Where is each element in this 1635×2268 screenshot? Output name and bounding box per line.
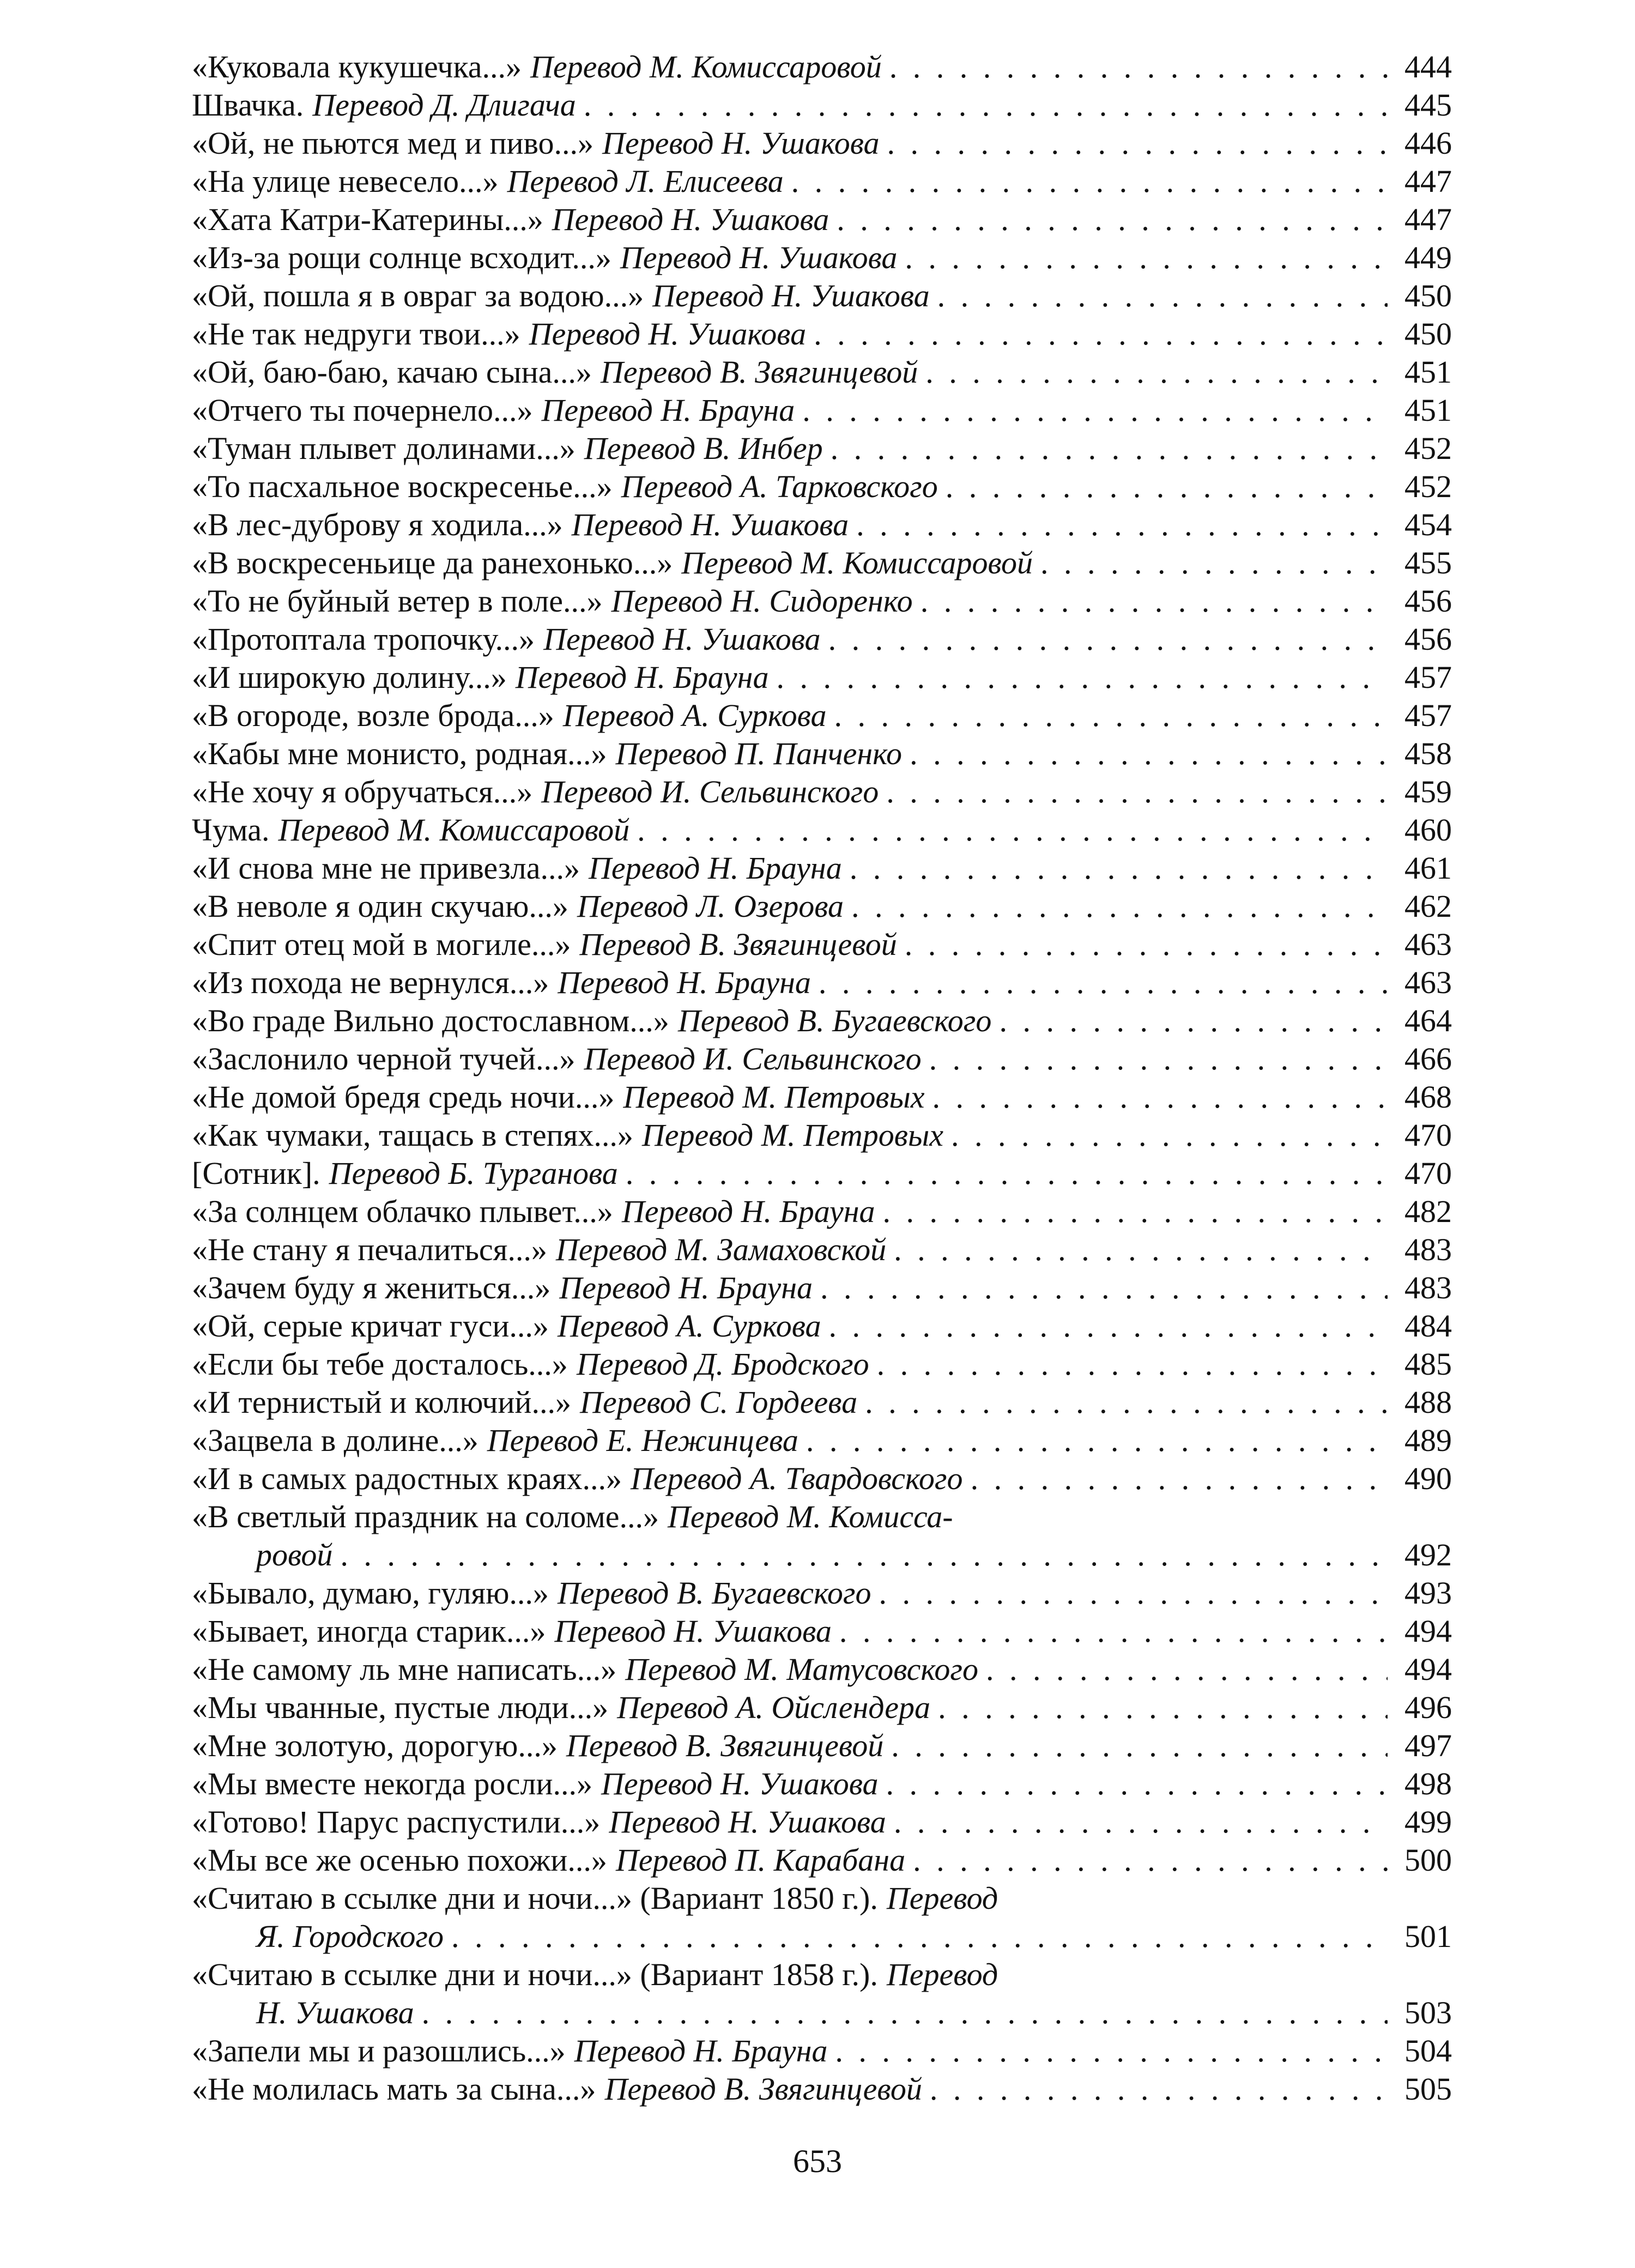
entry-translator: Перевод С. Гордеева	[579, 1384, 858, 1420]
entry-title: «Не самому ль мне написать...»	[192, 1652, 617, 1687]
entry-page: 456	[1404, 621, 1452, 657]
page-number: 653	[793, 2143, 842, 2179]
dot-leader	[937, 277, 1388, 315]
table-of-contents	[192, 48, 1452, 2108]
toc-entry	[192, 1574, 1452, 1612]
entry-title: «То не буйный ветер в поле...»	[192, 583, 603, 619]
entry-translator: Перевод М. Комиссаровой	[278, 812, 630, 848]
entry-title: «В светлый праздник на соломе...»	[192, 1499, 659, 1534]
toc-entry	[192, 239, 1452, 277]
toc-entry	[192, 697, 1452, 735]
dot-leader	[584, 86, 1388, 124]
dot-leader	[889, 48, 1388, 86]
entry-title: «Ой, не пьются мед и пиво...»	[192, 125, 594, 161]
toc-entry	[192, 1879, 1452, 1956]
dot-leader	[932, 1078, 1388, 1116]
entry-translator: Перевод Д. Длигача	[312, 87, 576, 123]
entry-page: 492	[1404, 1537, 1452, 1573]
entry-title: «И снова мне не привезла...»	[192, 850, 580, 886]
toc-entry	[192, 430, 1452, 468]
entry-translator: Перевод В. Звягинцевой	[566, 1728, 884, 1763]
dot-leader	[886, 773, 1388, 811]
entry-translator: Перевод Н. Ушакова	[571, 507, 849, 542]
dot-leader	[835, 2032, 1388, 2070]
entry-translator: Перевод М. Комиссаровой	[681, 545, 1033, 580]
entry-title: «Не хочу я обручаться...»	[192, 774, 533, 809]
dot-leader	[856, 506, 1388, 544]
dot-leader	[831, 430, 1388, 468]
entry-page: 449	[1404, 240, 1452, 275]
entry-title: «Не так недруги твои...»	[192, 316, 520, 352]
dot-leader	[637, 811, 1388, 849]
entry-page: 493	[1404, 1575, 1452, 1611]
entry-title: «Считаю в ссылке дни и ночи...» (Вариант 1850 г.).	[192, 1880, 878, 1916]
dot-leader	[814, 315, 1388, 353]
toc-entry	[192, 1078, 1452, 1116]
entry-title: «Бывает, иногда старик...»	[192, 1613, 546, 1649]
toc-entry	[192, 964, 1452, 1002]
toc-entry	[192, 124, 1452, 162]
entry-page: 483	[1404, 1270, 1452, 1305]
entry-translator: Перевод Н. Брауна	[621, 1194, 875, 1229]
entry-title: «Во граде Вильно достославном...»	[192, 1003, 669, 1038]
entry-translator: Перевод М. Комиссаровой	[530, 49, 882, 84]
toc-entry	[192, 1803, 1452, 1841]
entry-translator: Перевод Н. Ушакова	[602, 125, 880, 161]
toc-entry	[192, 1650, 1452, 1689]
entry-title: «И тернистый и колючий...»	[192, 1384, 571, 1420]
entry-title: «В воскресеньице да ранехонько...»	[192, 545, 673, 580]
toc-entry	[192, 926, 1452, 964]
entry-translator: Перевод В. Звягинцевой	[604, 2071, 922, 2107]
dot-leader	[865, 1383, 1388, 1422]
entry-translator: Перевод Н. Брауна	[559, 1270, 813, 1305]
dot-leader	[829, 1307, 1388, 1345]
dot-leader	[828, 620, 1388, 658]
entry-translator: Перевод Н. Сидоренко	[611, 583, 913, 619]
entry-page: 504	[1404, 2033, 1452, 2069]
toc-entry	[192, 1612, 1452, 1650]
entry-title: «В неволе я один скучаю...»	[192, 888, 568, 924]
entry-title: «Ой, пошла я в овраг за водою...»	[192, 278, 644, 313]
entry-page: 499	[1404, 1804, 1452, 1840]
entry-page: 457	[1404, 660, 1452, 695]
toc-entry	[192, 468, 1452, 506]
toc-entry	[192, 391, 1452, 430]
entry-translator: Перевод П. Панченко	[615, 736, 903, 771]
entry-translator-continued: Я. Городского	[256, 1919, 444, 1954]
entry-page: 496	[1404, 1690, 1452, 1725]
entry-page: 466	[1404, 1041, 1452, 1076]
entry-translator: Перевод М. Комисса-	[668, 1499, 953, 1534]
entry-title: «За солнцем облачко плывет...»	[192, 1194, 613, 1229]
entry-translator-continued: Н. Ушакова	[256, 1995, 414, 2030]
entry-translator: Перевод Н. Брауна	[541, 392, 795, 428]
toc-entry	[192, 1231, 1452, 1269]
toc-entry	[192, 658, 1452, 697]
entry-translator: Перевод В. Звягинцевой	[600, 354, 918, 390]
dot-leader	[877, 1345, 1388, 1383]
entry-translator: Перевод Н. Брауна	[515, 660, 769, 695]
toc-entry	[192, 1269, 1452, 1307]
dot-leader	[451, 1918, 1388, 1956]
entry-page: 450	[1404, 278, 1452, 313]
dot-leader	[883, 1193, 1388, 1231]
entry-page: 489	[1404, 1423, 1452, 1458]
entry-page: 494	[1404, 1652, 1452, 1687]
dot-leader	[819, 964, 1388, 1002]
toc-entry	[192, 1193, 1452, 1231]
entry-translator: Перевод Н. Ушакова	[652, 278, 930, 313]
entry-page: 451	[1404, 392, 1452, 428]
entry-translator: Перевод В. Звягинцевой	[579, 927, 897, 962]
entry-title: «Не стану я печалиться...»	[192, 1232, 547, 1267]
entry-page: 451	[1404, 354, 1452, 390]
entry-translator: Перевод А. Суркова	[562, 698, 827, 733]
dot-leader	[986, 1650, 1388, 1689]
toc-entry	[192, 1498, 1452, 1574]
dot-leader	[905, 239, 1388, 277]
dot-leader	[626, 1154, 1388, 1193]
toc-entry	[192, 1002, 1452, 1040]
entry-translator: Перевод В. Бугаевского	[557, 1575, 871, 1611]
entry-page: 462	[1404, 888, 1452, 924]
entry-page: 494	[1404, 1613, 1452, 1649]
dot-leader	[834, 697, 1388, 735]
entry-translator: Перевод Н. Ушакова	[620, 240, 898, 275]
entry-page: 497	[1404, 1728, 1452, 1763]
dot-leader	[910, 735, 1388, 773]
dot-leader	[921, 582, 1388, 620]
entry-title: «Из похода не вернулся...»	[192, 965, 549, 1000]
entry-translator: Перевод Н. Ушакова	[554, 1613, 832, 1649]
toc-entry	[192, 506, 1452, 544]
entry-translator: Перевод А. Тарковского	[621, 469, 938, 504]
entry-title: «Из-за рощи солнце всходит...»	[192, 240, 611, 275]
dot-leader	[887, 124, 1388, 162]
toc-entry	[192, 1383, 1452, 1422]
entry-translator: Перевод М. Матусовского	[625, 1652, 978, 1687]
entry-page: 485	[1404, 1346, 1452, 1382]
entry-title: «Ой, серые кричат гуси...»	[192, 1308, 549, 1344]
entry-page: 498	[1404, 1766, 1452, 1801]
dot-leader	[894, 1803, 1388, 1841]
entry-title: «Готово! Парус распустили...»	[192, 1804, 601, 1840]
toc-entry	[192, 773, 1452, 811]
entry-translator: Перевод М. Петровых	[623, 1079, 925, 1115]
toc-entry	[192, 1460, 1452, 1498]
entry-translator: Перевод Л. Озерова	[577, 888, 844, 924]
entry-translator: Перевод Н. Ушакова	[552, 202, 829, 237]
entry-translator: Перевод А. Ойслендера	[617, 1690, 931, 1725]
entry-translator: Перевод Б. Турганова	[329, 1156, 618, 1191]
dot-leader	[929, 1040, 1388, 1078]
dot-leader	[806, 1422, 1388, 1460]
entry-translator: Перевод Д. Бродского	[576, 1346, 869, 1382]
entry-page: 482	[1404, 1194, 1452, 1229]
toc-entry	[192, 353, 1452, 391]
dot-leader	[894, 1231, 1388, 1269]
entry-page: 456	[1404, 583, 1452, 619]
dot-leader	[925, 353, 1388, 391]
entry-translator-continued: ровой	[256, 1537, 333, 1573]
entry-page: 445	[1404, 87, 1452, 123]
toc-entry	[192, 86, 1452, 124]
entry-translator: Перевод А. Суркова	[557, 1308, 821, 1344]
dot-leader	[851, 887, 1388, 926]
entry-title: «Считаю в ссылке дни и ночи...» (Вариант 1858 г.).	[192, 1957, 878, 1992]
entry-translator: Перевод А. Твардовского	[631, 1461, 963, 1496]
entry-page: 444	[1404, 49, 1452, 84]
entry-translator: Перевод	[886, 1880, 998, 1916]
entry-page: 463	[1404, 927, 1452, 962]
entry-translator: Перевод Л. Елисеева	[507, 164, 784, 199]
entry-title: «Хата Катри-Катерины...»	[192, 202, 543, 237]
entry-translator: Перевод Н. Брауна	[574, 2033, 828, 2069]
entry-title: «В огороде, возле брода...»	[192, 698, 554, 733]
entry-title: Швачка.	[192, 87, 304, 123]
entry-page: 484	[1404, 1308, 1452, 1344]
entry-title: «Спит отец мой в могиле...»	[192, 927, 571, 962]
toc-entry	[192, 2070, 1452, 2108]
entry-title: «Заслонило черной тучей...»	[192, 1041, 576, 1076]
dot-leader	[340, 1536, 1388, 1574]
dot-leader	[913, 1841, 1388, 1879]
toc-entry	[192, 620, 1452, 658]
entry-page: 461	[1404, 850, 1452, 886]
toc-entry	[192, 1689, 1452, 1727]
entry-translator: Перевод И. Сельвинского	[541, 774, 879, 809]
entry-title: «Кабы мне монисто, родная...»	[192, 736, 607, 771]
entry-title: «Мы чванные, пустые люди...»	[192, 1690, 609, 1725]
entry-translator: Перевод Н. Брауна	[558, 965, 811, 1000]
toc-entry	[192, 1956, 1452, 2032]
dot-leader	[891, 1727, 1388, 1765]
toc-entry	[192, 1765, 1452, 1803]
dot-leader	[971, 1460, 1388, 1498]
entry-translator: Перевод	[886, 1957, 998, 1992]
entry-title: «Если бы тебе досталось...»	[192, 1346, 568, 1382]
dot-leader	[850, 849, 1388, 887]
entry-page: 468	[1404, 1079, 1452, 1115]
toc-entry	[192, 48, 1452, 86]
entry-page: 488	[1404, 1384, 1452, 1420]
toc-entry	[192, 887, 1452, 926]
toc-entry	[192, 849, 1452, 887]
entry-title: «На улице невесело...»	[192, 164, 499, 199]
entry-title: «Не молилась мать за сына...»	[192, 2071, 596, 2107]
toc-entry	[192, 811, 1452, 849]
toc-entry	[192, 1422, 1452, 1460]
entry-translator: Перевод Н. Брауна	[588, 850, 842, 886]
entry-title: «Не домой бредя средь ночи...»	[192, 1079, 615, 1115]
entry-translator: Перевод П. Карабана	[615, 1842, 906, 1878]
toc-entry	[192, 2032, 1452, 2070]
entry-page: 470	[1404, 1117, 1452, 1153]
entry-translator: Перевод В. Бугаевского	[677, 1003, 992, 1038]
entry-title: «И в самых радостных краях...»	[192, 1461, 622, 1496]
entry-translator: Перевод Н. Ушакова	[543, 621, 821, 657]
entry-title: «В лес-дуброву я ходила...»	[192, 507, 563, 542]
entry-page: 455	[1404, 545, 1452, 580]
entry-page: 470	[1404, 1156, 1452, 1191]
entry-page: 490	[1404, 1461, 1452, 1496]
toc-entry	[192, 201, 1452, 239]
entry-page: 460	[1404, 812, 1452, 848]
entry-page: 505	[1404, 2071, 1452, 2107]
entry-page: 446	[1404, 125, 1452, 161]
dot-leader	[839, 1612, 1388, 1650]
toc-entry	[192, 277, 1452, 315]
entry-title: «И широкую долину...»	[192, 660, 507, 695]
dot-leader	[886, 1765, 1388, 1803]
dot-leader	[951, 1116, 1388, 1154]
entry-title: «Бывало, думаю, гуляю...»	[192, 1575, 549, 1611]
entry-title: «Отчего ты почернело...»	[192, 392, 533, 428]
entry-page: 458	[1404, 736, 1452, 771]
entry-page: 452	[1404, 431, 1452, 466]
dot-leader	[879, 1574, 1388, 1612]
toc-entry	[192, 1040, 1452, 1078]
toc-entry	[192, 1154, 1452, 1193]
toc-entry	[192, 582, 1452, 620]
toc-entry	[192, 1307, 1452, 1345]
dot-leader	[938, 1689, 1388, 1727]
entry-translator: Перевод Н. Ушакова	[601, 1766, 879, 1801]
entry-page: 503	[1404, 1995, 1452, 2030]
entry-translator: Перевод М. Петровых	[641, 1117, 943, 1153]
entry-title: «Протоптала тропочку...»	[192, 621, 535, 657]
entry-translator: Перевод В. Инбер	[584, 431, 823, 466]
dot-leader	[422, 1994, 1388, 2032]
toc-entry	[192, 1727, 1452, 1765]
entry-page: 463	[1404, 965, 1452, 1000]
dot-leader	[905, 926, 1388, 964]
entry-title: «То пасхальное воскресенье...»	[192, 469, 613, 504]
toc-entry	[192, 1345, 1452, 1383]
dot-leader	[776, 658, 1388, 697]
dot-leader	[999, 1002, 1388, 1040]
entry-title: «Мы все же осенью похожи...»	[192, 1842, 607, 1878]
entry-title: «Мне золотую, дорогую...»	[192, 1728, 558, 1763]
entry-translator: Перевод Е. Нежинцева	[487, 1423, 798, 1458]
entry-page: 447	[1404, 202, 1452, 237]
toc-entry	[192, 1841, 1452, 1879]
entry-page: 459	[1404, 774, 1452, 809]
entry-title: «Ой, баю-баю, качаю сына...»	[192, 354, 592, 390]
toc-entry	[192, 1116, 1452, 1154]
dot-leader	[946, 468, 1388, 506]
entry-title: «Куковала кукушечка...»	[192, 49, 522, 84]
entry-title: [Сотник].	[192, 1156, 320, 1191]
dot-leader	[820, 1269, 1388, 1307]
toc-entry	[192, 735, 1452, 773]
entry-page: 501	[1404, 1919, 1452, 1954]
entry-page: 500	[1404, 1842, 1452, 1878]
entry-title: «Туман плывет долинами...»	[192, 431, 576, 466]
dot-leader	[837, 201, 1388, 239]
toc-entry	[192, 162, 1452, 201]
dot-leader	[791, 162, 1388, 201]
entry-title: «Зачем буду я жениться...»	[192, 1270, 551, 1305]
entry-page: 483	[1404, 1232, 1452, 1267]
entry-title: «Как чумаки, тащась в степях...»	[192, 1117, 633, 1153]
entry-page: 450	[1404, 316, 1452, 352]
entry-title: «Зацвела в долине...»	[192, 1423, 479, 1458]
entry-translator: Перевод М. Замаховской	[555, 1232, 887, 1267]
dot-leader	[802, 391, 1388, 430]
dot-leader	[1040, 544, 1388, 582]
entry-page: 454	[1404, 507, 1452, 542]
entry-title: «Запели мы и разошлись...»	[192, 2033, 566, 2069]
toc-entry	[192, 544, 1452, 582]
toc-entry	[192, 315, 1452, 353]
entry-page: 457	[1404, 698, 1452, 733]
entry-title: «Мы вместе некогда росли...»	[192, 1766, 592, 1801]
entry-page: 447	[1404, 164, 1452, 199]
dot-leader	[930, 2070, 1388, 2108]
entry-translator: Перевод Н. Ушакова	[609, 1804, 886, 1840]
entry-page: 464	[1404, 1003, 1452, 1038]
entry-page: 452	[1404, 469, 1452, 504]
entry-translator: Перевод Н. Ушакова	[529, 316, 807, 352]
entry-title: Чума.	[192, 812, 270, 848]
entry-translator: Перевод И. Сельвинского	[584, 1041, 922, 1076]
